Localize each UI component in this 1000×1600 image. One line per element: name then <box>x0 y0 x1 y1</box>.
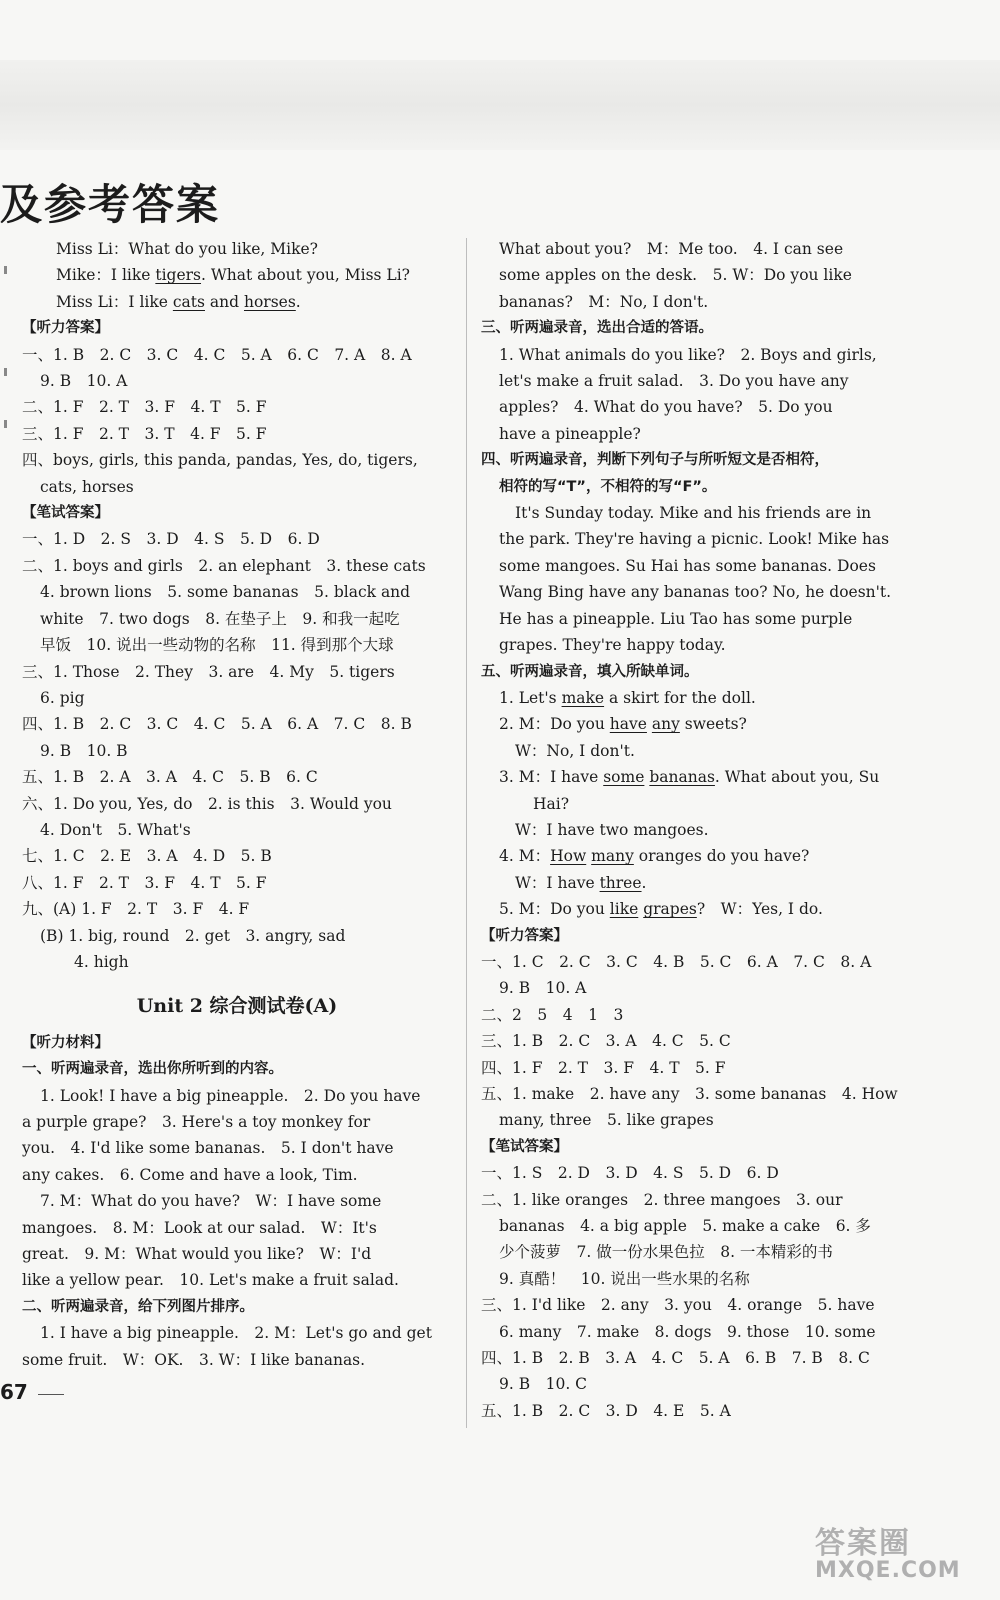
page-number-rule <box>38 1394 64 1395</box>
section-heading: 四、听两遍录音，判断下列句子与所听短文是否相符， <box>481 452 829 469</box>
text-line: W：No, I don't. <box>515 741 635 760</box>
column-divider <box>466 238 467 1428</box>
text-line: He has a pineapple. Liu Tao has some purple <box>499 609 853 628</box>
text-line: 二、1. like oranges 2. three mangoes 3. our <box>481 1190 843 1209</box>
text-line: 5. M：Do you like grapes? W：Yes, I do. <box>499 900 823 919</box>
text-line: a purple grape? 3. Here's a toy monkey for <box>22 1113 371 1131</box>
left-column <box>22 236 452 1373</box>
text-line: 五、1. B 2. A 3. A 4. C 5. B 6. C <box>22 768 318 787</box>
edge-mark <box>4 266 7 274</box>
text-line: white 7. two dogs 8. 在垫子上 9. 和我一起吃 <box>40 609 400 628</box>
text-line: Miss Li：I like cats and horses. <box>56 292 301 311</box>
text-line: Mike：I like tigers. What about you, Miss Li? <box>56 266 410 285</box>
text-line: 四、1. B 2. C 3. C 4. C 5. A 6. A 7. C 8. B <box>22 715 412 734</box>
text-line: 一、1. D 2. S 3. D 4. S 5. D 6. D <box>22 530 320 549</box>
text-line: 9. 真酷！ 10. 说出一些水果的名称 <box>499 1269 750 1288</box>
text-line: 九、(A) 1. F 2. T 3. F 4. F <box>22 900 250 919</box>
text-line: 三、1. Those 2. They 3. are 4. My 5. tigers <box>22 662 395 681</box>
section-heading: 相符的写“T”，不相符的写“F”。 <box>499 478 717 495</box>
text-line: 4. Don't 5. What's <box>40 820 191 839</box>
text-line: 一、1. S 2. D 3. D 4. S 5. D 6. D <box>481 1164 779 1183</box>
text-line: 9. B 10. B <box>40 741 128 760</box>
text-line: (B) 1. big, round 2. get 3. angry, sad <box>40 926 346 945</box>
section-heading: 三、听两遍录音，选出合适的答语。 <box>481 320 713 337</box>
watermark-text: 答案圈 <box>815 1526 911 1561</box>
text-line: some fruit. W：OK. 3. W：I like bananas. <box>22 1350 366 1369</box>
text-line: 一、1. C 2. C 3. C 4. B 5. C 6. A 7. C 8. A <box>481 952 872 971</box>
text-line: Hai? <box>533 794 570 813</box>
text-line: you. 4. I'd like some bananas. 5. I don't have <box>22 1139 394 1158</box>
text-line: 五、1. B 2. C 3. D 4. E 5. A <box>481 1401 731 1420</box>
text-line: 八、1. F 2. T 3. F 4. T 5. F <box>22 873 267 892</box>
text-line: 4. M：How many oranges do you have? <box>499 847 810 866</box>
text-line: 四、1. F 2. T 3. F 4. T 5. F <box>481 1058 726 1077</box>
text-line: 4. high <box>74 952 129 971</box>
text-line: 三、1. I'd like 2. any 3. you 4. orange 5. have <box>481 1296 875 1315</box>
text-line: apples? 4. What do you have? 5. Do you <box>499 398 833 417</box>
text-line: W：I have three. <box>515 873 647 892</box>
text-line: some apples on the desk. 5. W：Do you like <box>499 266 852 285</box>
text-line: the park. They're having a picnic. Look! Mike has <box>499 530 890 549</box>
text-line: 1. Look! I have a big pineapple. 2. Do you have <box>40 1086 421 1105</box>
right-column <box>481 236 913 1424</box>
text-line: 1. What animals do you like? 2. Boys and girls, <box>499 345 877 364</box>
text-line: some mangoes. Su Hai has some bananas. Does <box>499 556 876 575</box>
text-line: 1. I have a big pineapple. 2. M：Let's go and get <box>40 1324 432 1343</box>
scanned-header-band <box>0 60 1000 150</box>
text-line: mangoes. 8. M：Look at our salad. W：It's <box>22 1218 377 1237</box>
text-line: bananas 4. a big apple 5. make a cake 6. 多 <box>499 1217 871 1236</box>
text-line: What about you? M：Me too. 4. I can see <box>499 240 844 258</box>
text-line: It's Sunday today. Mike and his friends are in <box>515 504 872 523</box>
text-line: 早饭 10. 说出一些动物的名称 11. 得到那个大球 <box>40 636 394 655</box>
text-line: like a yellow pear. 10. Let's make a fruit salad. <box>22 1271 399 1290</box>
section-heading: 【笔试答案】 <box>22 505 109 522</box>
text-line: have a pineapple? <box>499 424 641 443</box>
edge-mark <box>4 368 7 376</box>
text-line: let's make a fruit salad. 3. Do you have any <box>499 372 849 391</box>
text-line: 6. pig <box>40 688 85 707</box>
text-line: Wang Bing have any bananas too? No, he doesn't. <box>499 583 892 602</box>
text-line: Miss Li：What do you like, Mike? <box>56 240 318 258</box>
text-line: 少个菠萝 7. 做一份水果色拉 8. 一本精彩的书 <box>499 1243 833 1262</box>
text-line: 4. brown lions 5. some bananas 5. black and <box>40 583 411 602</box>
text-line: 6. many 7. make 8. dogs 9. those 10. some <box>499 1322 876 1341</box>
watermark-logo <box>815 1518 961 1583</box>
text-line: any cakes. 6. Come and have a look, Tim. <box>22 1165 358 1184</box>
text-line: 四、boys, girls, this panda, pandas, Yes, do, tigers, <box>22 451 418 470</box>
section-heading: 【笔试答案】 <box>481 1138 568 1155</box>
unit-heading: Unit 2 综合测试卷(A) <box>136 995 338 1018</box>
text-line: 二、1. boys and girls 2. an elephant 3. these cats <box>22 556 426 575</box>
section-heading: 一、听两遍录音，选出你所听到的内容。 <box>22 1061 283 1078</box>
text-line: 9. B 10. A <box>40 372 128 391</box>
text-line: 二、1. F 2. T 3. F 4. T 5. F <box>22 398 267 417</box>
text-line: 9. B 10. A <box>499 979 587 998</box>
text-line: W：I have two mangoes. <box>515 820 709 839</box>
text-line: 2. M：Do you have any sweets? <box>499 715 747 734</box>
text-line: 三、1. B 2. C 3. A 4. C 5. C <box>481 1032 731 1051</box>
text-line: 四、1. B 2. B 3. A 4. C 5. A 6. B 7. B 8. C <box>481 1349 870 1368</box>
text-line: 二、2 5 4 1 3 <box>481 1005 624 1024</box>
text-line: many, three 5. like grapes <box>499 1111 714 1130</box>
section-heading: 【听力答案】 <box>481 927 568 944</box>
section-heading: 【听力材料】 <box>22 1034 109 1051</box>
page-title: 及参考答案 <box>0 180 221 229</box>
text-line: bananas? M：No, I don't. <box>499 292 709 311</box>
text-line: 五、1. make 2. have any 3. some bananas 4. How <box>481 1085 898 1103</box>
text-line: great. 9. M：What would you like? W：I'd <box>22 1245 372 1264</box>
text-line: cats, horses <box>40 477 134 496</box>
text-line: 三、1. F 2. T 3. T 4. F 5. F <box>22 424 267 443</box>
edge-mark <box>4 420 7 428</box>
text-line: 3. M：I have some bananas. What about you, Su <box>499 768 880 787</box>
page-number: 67 <box>0 1380 28 1404</box>
text-line: 六、1. Do you, Yes, do 2. is this 3. Would you <box>22 794 392 813</box>
section-heading: 五、听两遍录音，填入所缺单词。 <box>481 663 699 680</box>
watermark-domain: MXQE.COM <box>815 1558 961 1583</box>
text-line: 一、1. B 2. C 3. C 4. C 5. A 6. C 7. A 8. A <box>22 345 412 364</box>
text-line: grapes. They're happy today. <box>499 636 726 655</box>
text-line: 七、1. C 2. E 3. A 4. D 5. B <box>22 847 272 866</box>
text-line: 1. Let's make a skirt for the doll. <box>499 688 756 707</box>
text-line: 7. M：What do you have? W：I have some <box>40 1192 382 1211</box>
section-heading: 二、听两遍录音，给下列图片排序。 <box>22 1298 254 1315</box>
text-line: 9. B 10. C <box>499 1375 588 1394</box>
section-heading: 【听力答案】 <box>22 320 109 337</box>
